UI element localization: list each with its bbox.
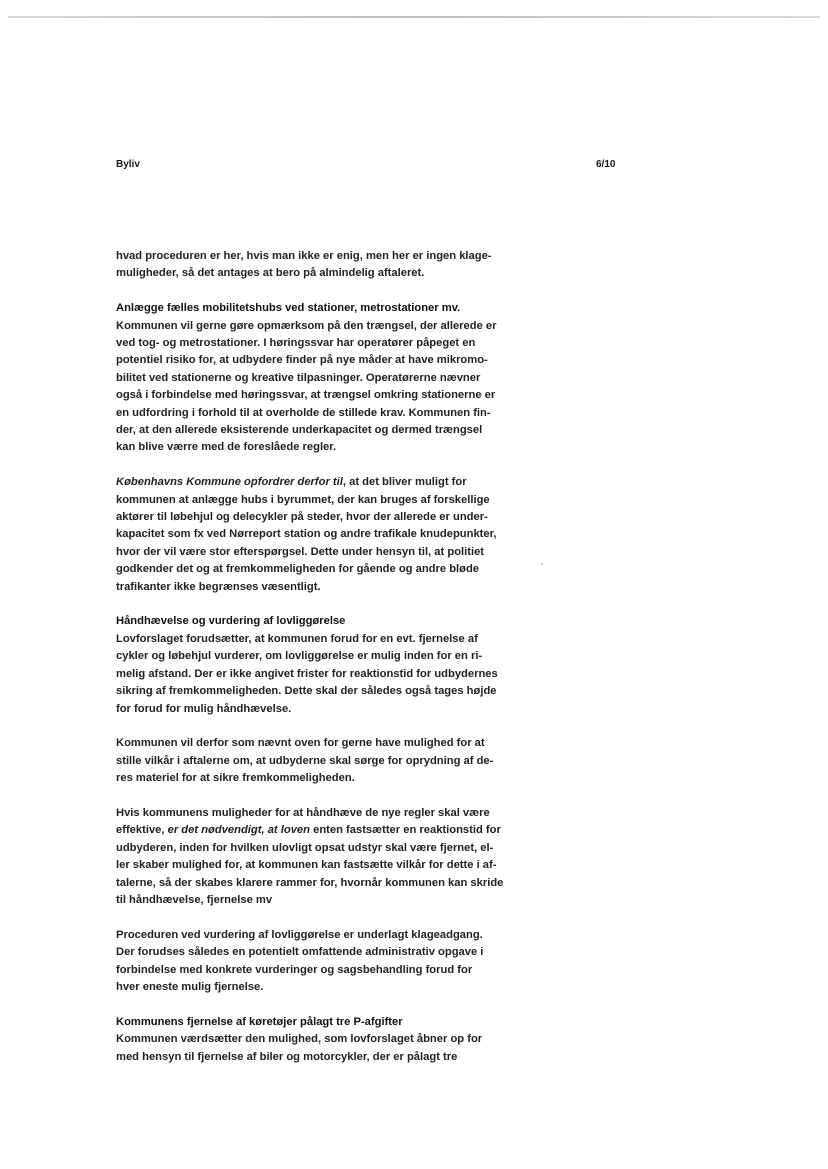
text-line: trafikanter ikke begrænses væsentligt.	[116, 580, 321, 593]
scan-speck	[541, 563, 543, 565]
paragraph-vehicle-removal	[116, 1014, 524, 1066]
text-line: til håndhævelse, fjernelse mv	[116, 893, 273, 906]
section-heading: Anlægge fælles mobilitetshubs ved stationer, metrostationer mv.	[116, 302, 461, 315]
text-line: cykler og løbehjul vurderer, om lovliggørelse er mulig inden for en ri-	[116, 650, 483, 663]
text-line: med hensyn til fjernelse af biler og motorcykler, der er pålagt tre	[116, 1050, 458, 1063]
text-line: udbyderen, inden for hvilken ulovligt opsat udstyr skal være fjernet, el-	[116, 841, 494, 854]
text-line: aktører til løbehjul og delecykler på steder, hvor der allerede er under-	[116, 511, 488, 524]
emphasis-text: er det nødvendigt, at loven	[167, 824, 310, 837]
text-line: godkender det og at fremkommeligheden for gående og andre bløde	[116, 563, 480, 576]
text-line	[116, 474, 524, 491]
text-line: potentiel risiko for, at udbydere finder på nye måder at have mikromo-	[116, 354, 488, 367]
text-line: forbindelse med konkrete vurderinger og sagsbehandling forud for	[116, 963, 473, 976]
text-line: hvor der vil være stor efterspørgsel. Dette under hensyn til, at politiet	[116, 545, 485, 558]
emphasis-text: Københavns Kommune opfordrer derfor til	[116, 476, 343, 489]
text-line: res materiel for at sikre fremkommeligheden.	[116, 772, 355, 785]
text-line: bilitet ved stationerne og kreative tilpasninger. Operatørerne nævner	[116, 371, 481, 384]
paragraph-effectiveness	[116, 805, 524, 909]
text-line: en udfordring i forhold til at overholde de stillede krav. Kommunen fin-	[116, 406, 491, 419]
text-line: for forud for mulig håndhævelse.	[116, 702, 292, 715]
text-line: hver eneste mulig fjernelse.	[116, 980, 264, 993]
text-line: kan blive værre med de foreslåede regler.	[116, 441, 337, 454]
text-line: Hvis kommunens muligheder for at håndhæve de nye regler skal være	[116, 806, 490, 819]
text-line: Kommunen værdsætter den mulighed, som lovforslaget åbner op for	[116, 1033, 483, 1046]
section-heading: Håndhævelse og vurdering af lovliggørelse	[116, 615, 346, 628]
text-line: Der forudses således en potentielt omfattende administrativ opgave i	[116, 946, 484, 959]
text-line: melig afstand. Der er ikke angivet frister for reaktionstid for udbydernes	[116, 667, 498, 680]
paragraph-conditions	[116, 735, 524, 787]
paragraph-complaints	[116, 927, 524, 997]
section-heading: Kommunens fjernelse af køretøjer pålagt tre P-afgifter	[116, 1015, 403, 1028]
text-line: Lovforslaget forudsætter, at kommunen forud for en evt. fjernelse af	[116, 632, 478, 645]
text-line: talerne, så der skabes klarere rammer for, hvornår kommunen kan skride	[116, 876, 504, 889]
body-text	[116, 248, 524, 1083]
text-line: kommunen at anlægge hubs i byrummet, der kan bruges af forskellige	[116, 493, 490, 506]
paragraph-1	[116, 248, 524, 283]
text-line: hvad proceduren er her, hvis man ikke er enig, men her er ingen klage-	[116, 250, 492, 262]
page-header-section: Byliv	[116, 159, 140, 170]
paragraph-enforcement	[116, 613, 524, 717]
text-line: Kommunen vil gerne gøre opmærksom på den trængsel, der allerede er	[116, 319, 497, 332]
text-line: stille vilkår i aftalerne om, at udbyderne skal sørge for oprydning af de-	[116, 754, 494, 767]
text-line: kapacitet som fx ved Nørreport station og andre trafikale knudepunkter,	[116, 528, 497, 541]
text-line: der, at den allerede eksisterende underkapacitet og dermed trængsel	[116, 424, 483, 437]
paragraph-mobility-hubs	[116, 300, 524, 457]
paragraph-recommendation	[116, 474, 524, 596]
text-fragment: effektive,	[116, 824, 168, 837]
text-line: Proceduren ved vurdering af lovliggørelse er underlagt klageadgang.	[116, 928, 483, 941]
text-line: ler skaber mulighed for, at kommunen kan fastsætte vilkår for dette i af-	[116, 859, 497, 872]
text-line: muligheder, så det antages at bero på almindelig aftaleret.	[116, 267, 425, 280]
text-fragment: enten fastsætter en reaktionstid for	[309, 824, 501, 837]
scan-edge-line	[8, 16, 820, 18]
text-line: sikring af fremkommeligheden. Dette skal der således også tages højde	[116, 685, 497, 698]
text-fragment: , at det bliver muligt for	[342, 476, 467, 489]
text-line: ved tog- og metrostationer. I høringssvar har operatører påpeget en	[116, 337, 476, 350]
text-line: Kommunen vil derfor som nævnt oven for gerne have mulighed for at	[116, 737, 485, 750]
text-line: også i forbindelse med høringssvar, at trængsel omkring stationerne er	[116, 389, 496, 402]
text-line	[116, 822, 524, 839]
page-number: 6/10	[596, 159, 616, 170]
